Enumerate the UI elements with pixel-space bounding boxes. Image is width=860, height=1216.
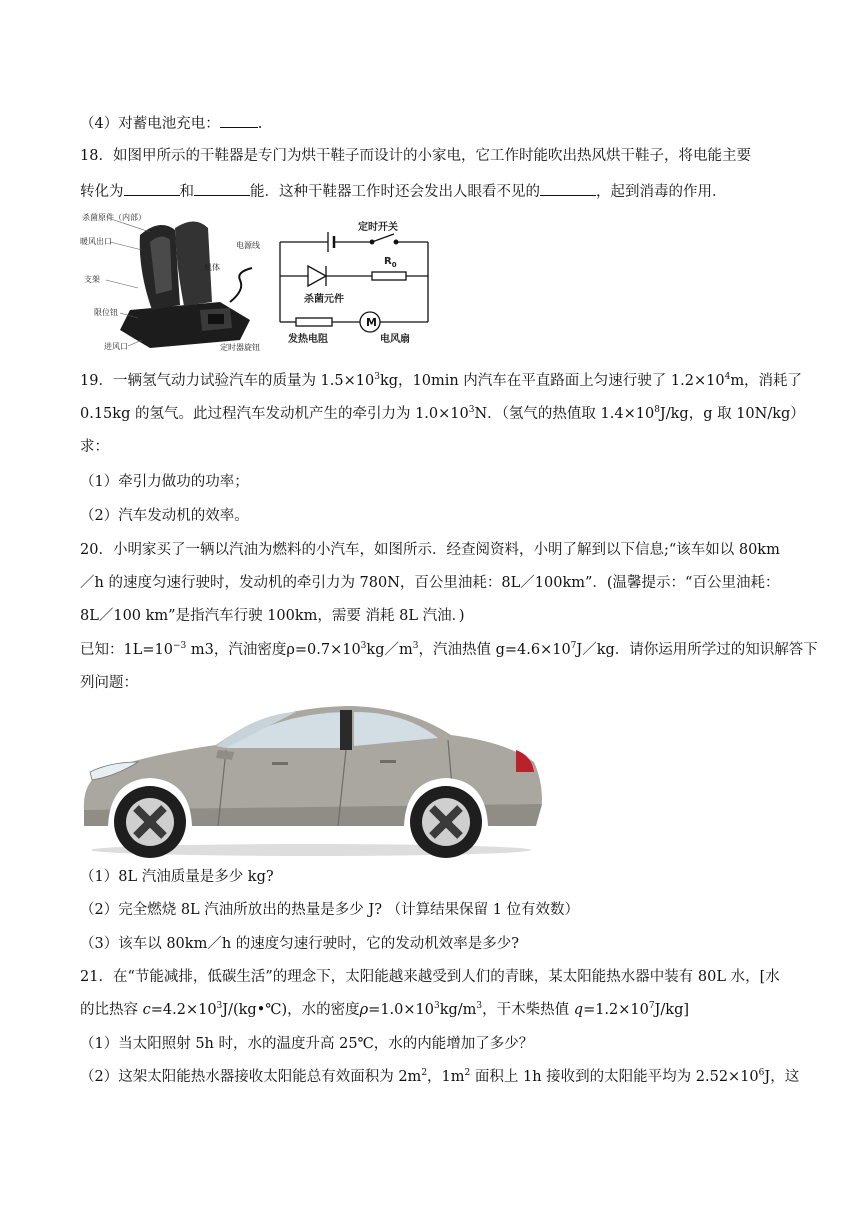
shoe-dryer-illustration	[80, 210, 270, 355]
q20-line1: 20．小明家买了一辆以汽油为燃料的小汽车，如图所示．经查阅资料，小明了解到以下信息;“该车如以 80km	[80, 542, 780, 558]
q21-line1: 21．在“节能减排，低碳生活”的理念下，太阳能越来越受到人们的青睐，某太阳能热水器中装有 80L 水，[水	[80, 969, 780, 985]
motor-symbol: M	[366, 316, 377, 329]
label-timer-knob: 定时器旋钮	[220, 343, 260, 352]
label-body: 机体	[204, 263, 220, 272]
circuit-schematic	[276, 218, 436, 346]
q20-line4: 已知：$1L=10^{-3}$ m3，汽油密度$\rho=0.7\times 10^3kg/m^3$，汽油热值 $g=4.6\times 10^7J/kg$．请你运用所学过的知识解答下	[80, 641, 818, 658]
label-outlet: 暖风出口	[80, 237, 112, 246]
label-heater: 发热电阻	[288, 334, 328, 345]
q21-line2: 的比热容 $c=4.2\times 10^3J/(kg•℃)$，水的密度$\rho=1.0\times 10^3kg/m^3$，干木柴热值 $q=1.2\times 10^7J/kg$]	[80, 1001, 690, 1018]
label-r0: $R_0$	[384, 256, 397, 269]
q20-line3: 8L／100 km”是指汽车行驶 100km，需要 消耗 8L 汽油．)	[80, 608, 465, 624]
answer-blank	[220, 113, 258, 128]
label-limit: 限位钮	[94, 308, 118, 317]
q19-line1: 19．一辆氢气动力试验汽车的质量为 $1.5\times 10^3kg$，10min 内汽车在平直路面上匀速行驶了 $1.2\times 10^4m$，消耗了	[80, 372, 803, 389]
label-timer-switch: 定时开关	[358, 222, 398, 233]
q19-item1: （1）牵引力做功的功率；	[80, 474, 249, 490]
car-image	[76, 700, 546, 860]
q18-line1: 18．如图甲所示的干鞋器是专门为烘干鞋子而设计的小家电，它工作时能吹出热风烘干鞋子，将电能主要	[80, 148, 751, 164]
q17-item4: （4）对蓄电池充电： .	[80, 113, 262, 134]
front-wheel	[114, 786, 186, 858]
q20-item3: （3）该车以 80km／h 的速度匀速行驶时，它的发动机效率是多少?	[80, 936, 520, 952]
answer-blank	[124, 181, 180, 196]
label-stand: 支架	[84, 275, 100, 284]
q19-item2: （2）汽车发动机的效率。	[80, 508, 249, 524]
q19-line3: 求：	[80, 439, 109, 455]
q20-line2: ／h 的速度匀速行驶时，发动机的牵引力为 780N，百公里油耗：8L／100km”．(温馨提示：“百公里油耗：	[80, 575, 780, 591]
label-sterilizer: 杀菌原件（内部）	[82, 213, 146, 222]
q21-item1: （1）当太阳照射 5h 时，水的温度升高 25℃，水的内能增加了多少？	[80, 1036, 534, 1052]
label-cord: 电源线	[236, 241, 260, 250]
q20-item2: （2）完全燃烧 8L 汽油所放出的热量是多少 J? （计算结果保留 1 位有效数）	[80, 902, 580, 918]
answer-blank	[194, 181, 250, 196]
rear-wheel	[410, 786, 482, 858]
label-sterilize: 杀菌元件	[304, 294, 344, 305]
q19-line2: 0.15kg 的氢气。此过程汽车发动机产生的牵引力为 $1.0\times 10^3N$．（氢气的热值取 $1.4\times 10^8J/kg$，g 取 10N/kg）	[80, 405, 805, 422]
q21-item2: （2）这架太阳能热水器接收太阳能总有效面积为 $2m^2$，$1m^2$ 面积上 1h 接收到的太阳能平均为 $2.52\times 10^6J$，这	[80, 1068, 800, 1085]
q18-line2: 转化为 和 能．这种干鞋器工作时还会发出人眼看不见的 ，起到消毒的作用．	[80, 181, 727, 202]
label-inlet: 进风口	[104, 342, 128, 351]
q20-item1: （1）8L 汽油质量是多少 kg?	[80, 869, 274, 885]
car-illustration	[76, 700, 546, 860]
shoe-dryer-photo	[80, 210, 270, 355]
circuit-diagram	[276, 218, 436, 346]
label-fan: 电风扇	[380, 334, 410, 345]
q20-line5: 列问题：	[80, 675, 138, 691]
answer-blank	[540, 181, 596, 196]
